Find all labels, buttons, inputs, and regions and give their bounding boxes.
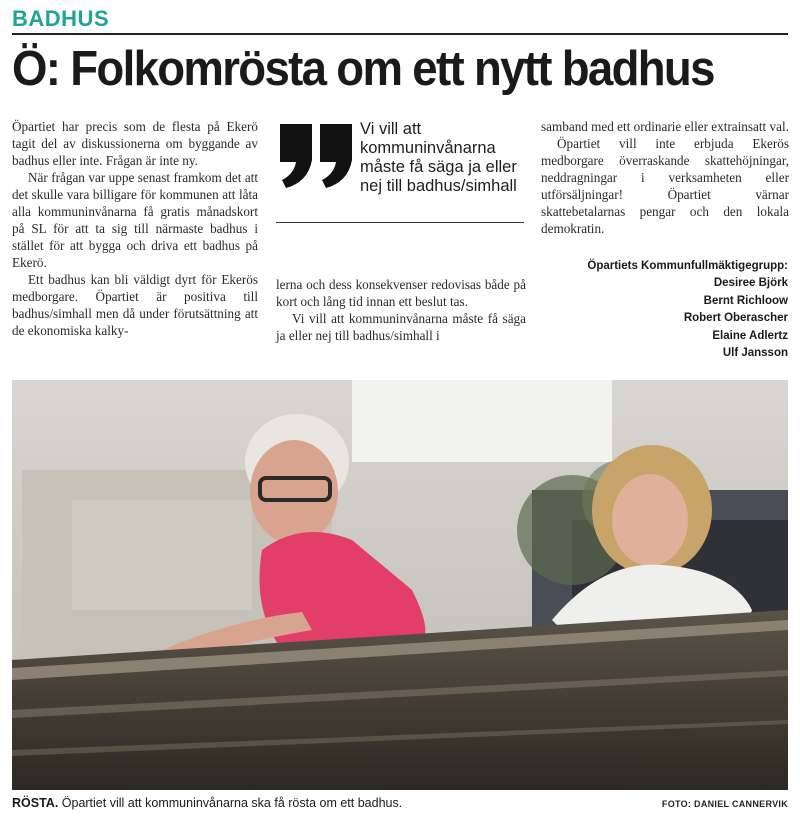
col1-paragraph: När frågan var uppe senast framkom det att det skulle vara billigare för kommunen att låta alla kommuninvånarna få gratis månadskort på SL för att ta sig till närmaste badhus i stället för att bygga och driva ett badhus på Ekerö.	[12, 170, 258, 270]
photo-illustration	[12, 380, 788, 790]
col1-paragraph: Ett badhus kan bli väldigt dyrt för Ekerös medborgare. Öpartiet är positiva till badhus/simhall men då under förutsättning att de ekonomiska kalky-	[12, 272, 258, 338]
signature-name: Bernt Richloow	[703, 294, 788, 307]
caption-text: Öpartiet vill att kommuninvånarna ska få rösta om ett badhus.	[58, 796, 403, 810]
signature-group: Öpartiets Kommunfullmäktigegrupp:	[587, 260, 788, 272]
signature-block	[540, 258, 788, 362]
signature-name: Ulf Jansson	[722, 347, 788, 360]
col3-paragraph: Öpartiet vill inte erbjuda Ekerös medborgare överraskande skattehöjningar, neddragningar i verksamheten eller utförsäljningar! Öpartiet värnar skattebetalarnas pengar och den lokala demokratin.	[541, 136, 789, 236]
caption-lead: RÖSTA.	[12, 796, 59, 810]
signature-name: Desiree Björk	[713, 277, 788, 290]
header-rule	[12, 33, 788, 35]
col1-paragraph: Öpartiet har precis som de flesta på Ekerö tagit del av diskussionerna om byggande av badhus eller inte. Frågan är inte ny.	[12, 119, 258, 168]
column-3	[541, 118, 789, 237]
photo-credit: FOTO: DANIEL CANNERVIK	[661, 799, 788, 809]
col2-paragraph: Vi vill att kommuninvånarna måste få säga ja eller nej till badhus/simhall i	[276, 311, 526, 343]
headline: Ö: Folkomrösta om ett nytt badhus	[12, 42, 714, 96]
section-label: BADHUS	[12, 6, 110, 31]
pull-quote-text: Vi vill att kommuninvånarna måste få säga ja eller nej till badhus/simhall	[360, 120, 517, 195]
pull-quote	[276, 118, 524, 223]
signature-name: Elaine Adlertz	[712, 329, 788, 342]
article-photo	[12, 380, 788, 790]
column-2	[276, 276, 526, 344]
column-1	[12, 118, 258, 339]
quote-mark-icon	[278, 120, 354, 190]
signature-name: Robert Oberascher	[683, 312, 788, 325]
col3-paragraph: samband med ett ordinarie eller extrainsatt val.	[541, 119, 789, 134]
col2-paragraph: lerna och dess konsekvenser redovisas både på kort och lång tid innan ett beslut tas.	[276, 277, 526, 309]
